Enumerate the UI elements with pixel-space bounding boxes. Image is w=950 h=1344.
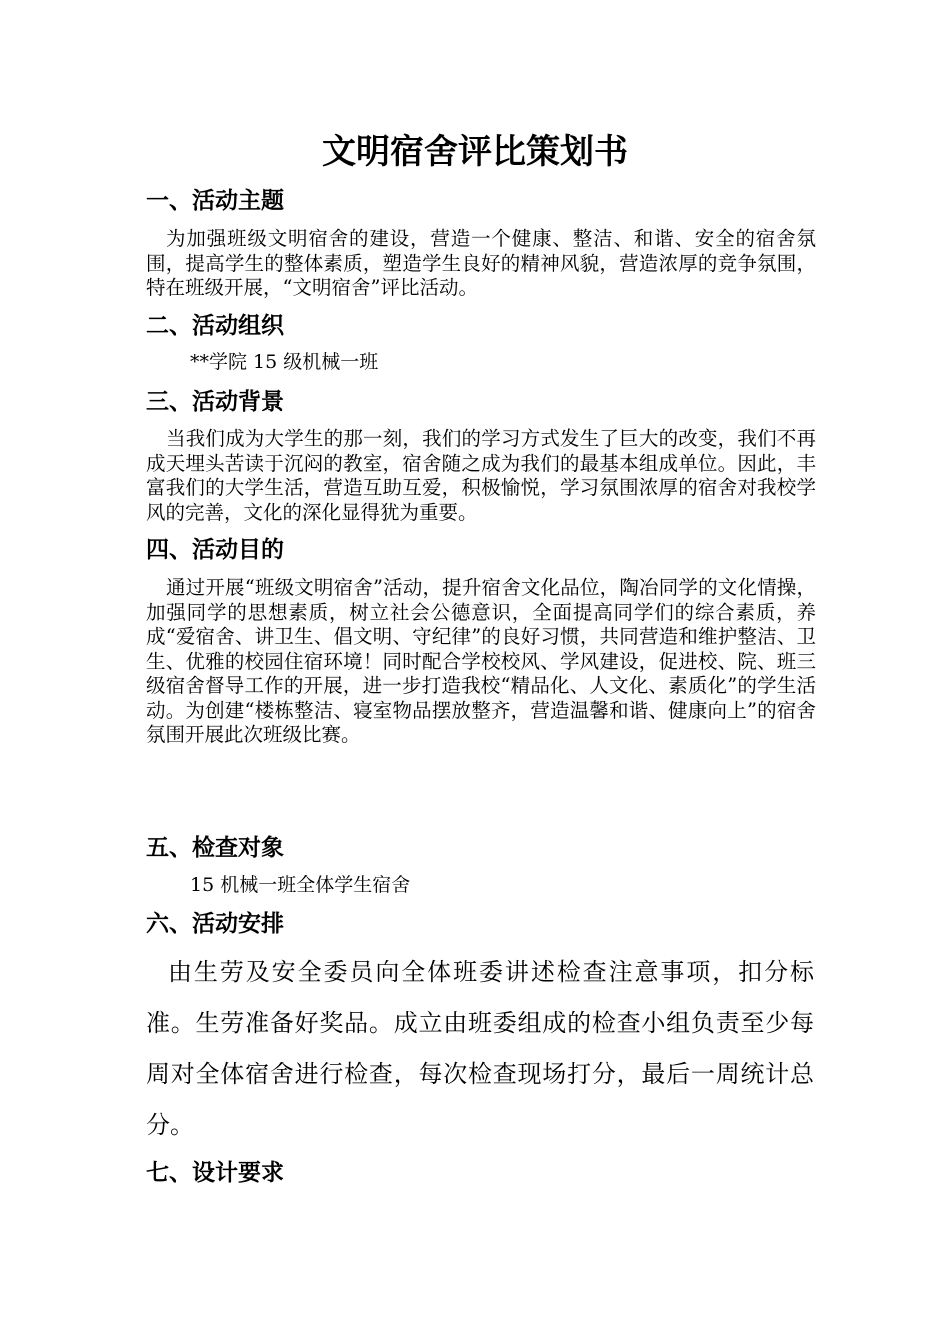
section-body-inspection-target: 15 机械一班全体学生宿舍: [190, 874, 411, 896]
section-heading-organization: 二、活动组织: [146, 312, 284, 339]
document-title: 文明宿舍评比策划书: [322, 132, 628, 172]
section-heading-theme: 一、活动主题: [146, 187, 284, 214]
section-body-purpose: 通过开展“班级文明宿舍”活动，提升宿舍文化品位，陶冶同学的文化情操，加强同学的思想素质，树立社会公德意识，全面提高同学们的综合素质，养成“爱宿舍、讲卫生、倡文明、守纪律”的良好习惯，共同营造和维护整洁、卫生、优雅的校园住宿环境！同时配合学校校风、学风建设，促进校、院、班三级宿舍督导工作的开展，进一步打造我校“精品化、人文化、素质化”的学生活动。为创建“楼栋整洁、寝室物品摆放整齐，营造温馨和谐、健康向上”的宿舍氛围开展此次班级比赛。: [146, 576, 816, 746]
section-body-theme: 为加强班级文明宿舍的建设，营造一个健康、整洁、和谐、安全的宿舍氛围，提高学生的整体素质，塑造学生良好的精神风貌，营造浓厚的竞争氛围，特在班级开展，“文明宿舍”评比活动。: [146, 227, 816, 299]
section-heading-background: 三、活动背景: [146, 388, 284, 415]
section-heading-design-requirements: 七、设计要求: [146, 1159, 284, 1186]
section-heading-inspection-target: 五、检查对象: [146, 834, 284, 861]
section-heading-purpose: 四、活动目的: [146, 536, 284, 563]
section-body-background: 当我们成为大学生的那一刻，我们的学习方式发生了巨大的改变，我们不再成天埋头苦读于沉闷的教室，宿舍随之成为我们的最基本组成单位。因此，丰富我们的大学生活，营造互助互爱，积极愉悦，学习氛围浓厚的宿舍对我校学风的完善，文化的深化显得犹为重要。: [146, 427, 816, 524]
section-body-arrangement: 由生劳及安全委员向全体班委讲述检查注意事项，扣分标准。生劳准备好奖品。成立由班委组成的检查小组负责至少每周对全体宿舍进行检查，每次检查现场打分，最后一周统计总分。: [146, 958, 814, 1139]
section-body-organization: **学院 15 级机械一班: [190, 351, 379, 373]
section-heading-arrangement: 六、活动安排: [146, 910, 284, 937]
